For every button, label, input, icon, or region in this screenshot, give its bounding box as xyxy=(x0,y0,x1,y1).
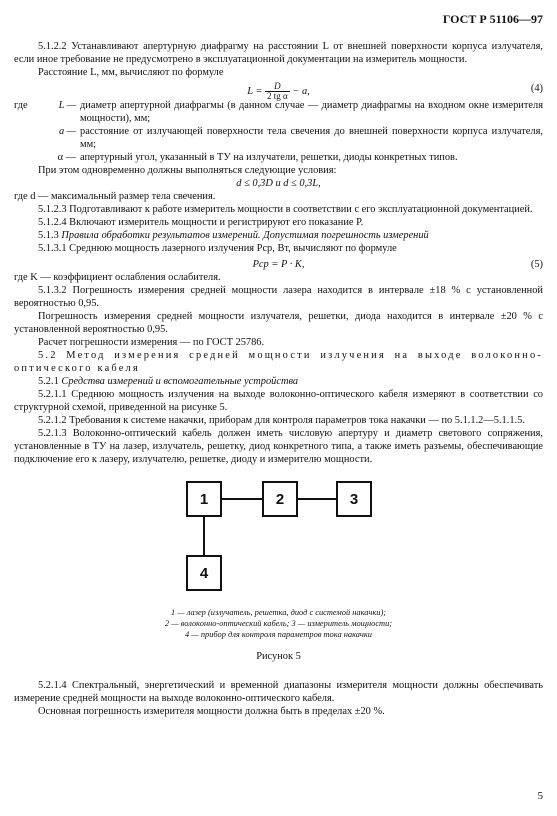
conditions-formula: d ≤ 0,3D и d ≤ 0,3L, xyxy=(236,178,321,189)
para-distance-formula-intro: Расстояние L, мм, вычисляют по формуле xyxy=(38,67,224,78)
legend-line: 4 — прибор для контроля параметров тока накачки xyxy=(185,630,372,639)
block-3-power-meter: 3 xyxy=(336,481,372,517)
figure-caption: Рисунок 5 xyxy=(256,651,301,662)
para-5-1-3-1: 5.1.3.1 Среднюю мощность лазерного излучения Pср, Вт, вычисляют по формуле xyxy=(38,243,397,254)
formula-5-number: (5) xyxy=(530,259,543,270)
formula-5-expression: Pср = P · K, xyxy=(252,259,305,270)
connector-1-2 xyxy=(222,498,262,500)
definition-item xyxy=(14,125,543,151)
para-5-1-2-2: 5.1.2.2 Устанавливают апертурную диафрагму на расстоянии L от внешней поверхности корпуса излучателя, если иное требование не предусмотрено в эксплуатационной документации на измеритель мощности. xyxy=(14,41,543,65)
definition-list xyxy=(14,99,543,164)
section-number: 5.1.3 xyxy=(38,230,59,241)
page-header: ГОСТ Р 51106—97 xyxy=(442,12,543,26)
definition-item xyxy=(14,99,543,125)
document-body xyxy=(14,40,543,718)
para-5-2-1-3: 5.2.1.3 Волоконно-оптический кабель должен иметь числовую апертуру и диаметр светового сопряжения, установленные в ТУ на лазер, излучатель, решетку, диод конкретного типа, а также иметь разъемы, обеспечивающие подключение его к лазеру, излучателю, решетке, диоду и измерителю мощности. xyxy=(14,428,543,465)
formula-4-number: (4) xyxy=(530,83,543,94)
section-title: Средства измерений и вспомогательные устройства xyxy=(61,376,299,387)
block-1-laser: 1 xyxy=(186,481,222,517)
page-number: 5 xyxy=(537,790,543,802)
para-error-interval: Погрешность измерения средней мощности излучателя, решетки, диода находится в интервале ±20 % с установленной вероятностью 0,95. xyxy=(14,311,543,335)
formula-4-numerator: D xyxy=(265,82,290,92)
definition-text: апертурный угол, указанный в ТУ на излучатели, решетки, диоды конкретных типов. xyxy=(80,152,458,163)
definition-symbol: L — xyxy=(58,100,76,111)
definition-text: расстояние от излучающей поверхности тела свечения до внешней поверхности корпуса излучателя, мм; xyxy=(80,126,543,150)
section-title: Правила обработки результатов измерений. Допустимая погрешность измерений xyxy=(61,230,429,241)
para-error-calc: Расчет погрешности измерения — по ГОСТ 25786. xyxy=(38,337,265,348)
figure-legend xyxy=(14,607,543,640)
para-main-error: Основная погрешность измерителя мощности должна быть в пределах ±20 %. xyxy=(38,706,385,717)
para-k-definition: где K — коэффициент ослабления ослабителя. xyxy=(14,272,221,283)
para-d-definition: где d — максимальный размер тела свечения. xyxy=(14,191,216,202)
figure-5-diagram xyxy=(14,476,543,601)
para-5-1-3-2: 5.1.3.2 Погрешность измерения средней мощности лазера находится в интервале ±18 % с установленной вероятностью 0,95. xyxy=(14,285,543,309)
formula-4 xyxy=(14,79,543,99)
legend-line: 1 — лазер (излучатель, решетка, диод с системой накачки); xyxy=(170,608,387,617)
para-5-2-1-2: 5.2.1.2 Требования к системе накачки, приборам для контроля параметров тока накачки — по 5.1.1.2—5.1.1.5. xyxy=(38,415,525,426)
definition-item xyxy=(14,151,543,164)
block-2-fiber-cable: 2 xyxy=(262,481,298,517)
para-5-2-1-4: 5.2.1.4 Спектральный, энергетический и временной диапазоны измерителя мощности должны обеспечивать измерение средней мощности на выходе волоконно-оптического кабеля. xyxy=(14,680,543,704)
connector-1-4 xyxy=(203,517,205,555)
para-5-1-2-3: 5.1.2.3 Подготавливают к работе измеритель мощности в соответствии с его эксплуатационной документацией. xyxy=(38,204,533,215)
definition-symbol: a — xyxy=(58,126,76,137)
definition-symbol: α — xyxy=(57,152,76,163)
para-5-2-1-1: 5.2.1.1 Среднюю мощность излучения на выходе волоконно-оптического кабеля измеряют в соответствии со структурной схемой, приведенной на рисунке 5. xyxy=(14,389,543,413)
section-5-2-heading: 5.2 Метод измерения средней мощности излучения на выходе волоконно-оптического кабеля xyxy=(14,350,543,374)
para-conditions-intro: При этом одновременно должны выполняться следующие условия: xyxy=(38,165,337,176)
formula-4-lhs: L = xyxy=(247,85,263,97)
formula-4-rhs: − a, xyxy=(292,85,310,97)
connector-2-3 xyxy=(298,498,336,500)
definition-text: диаметр апертурной диафрагмы (в данном случае — диаметр диафрагмы на входном окне измерителя мощности), мм; xyxy=(80,100,543,124)
legend-line: 2 — волоконно-оптический кабель; 3 — измеритель мощности; xyxy=(164,619,393,628)
formula-5 xyxy=(14,255,543,271)
formula-4-fraction xyxy=(265,82,290,101)
where-label: где xyxy=(14,100,28,111)
formula-4-denominator: 2 tg α xyxy=(267,91,288,101)
para-5-1-2-4: 5.1.2.4 Включают измеритель мощности и регистрируют его показание P. xyxy=(38,217,364,228)
block-4-current-monitor: 4 xyxy=(186,555,222,591)
section-5-2-1-heading xyxy=(14,375,543,388)
section-5-1-3-heading xyxy=(14,229,543,242)
section-number: 5.2.1 xyxy=(38,376,59,387)
